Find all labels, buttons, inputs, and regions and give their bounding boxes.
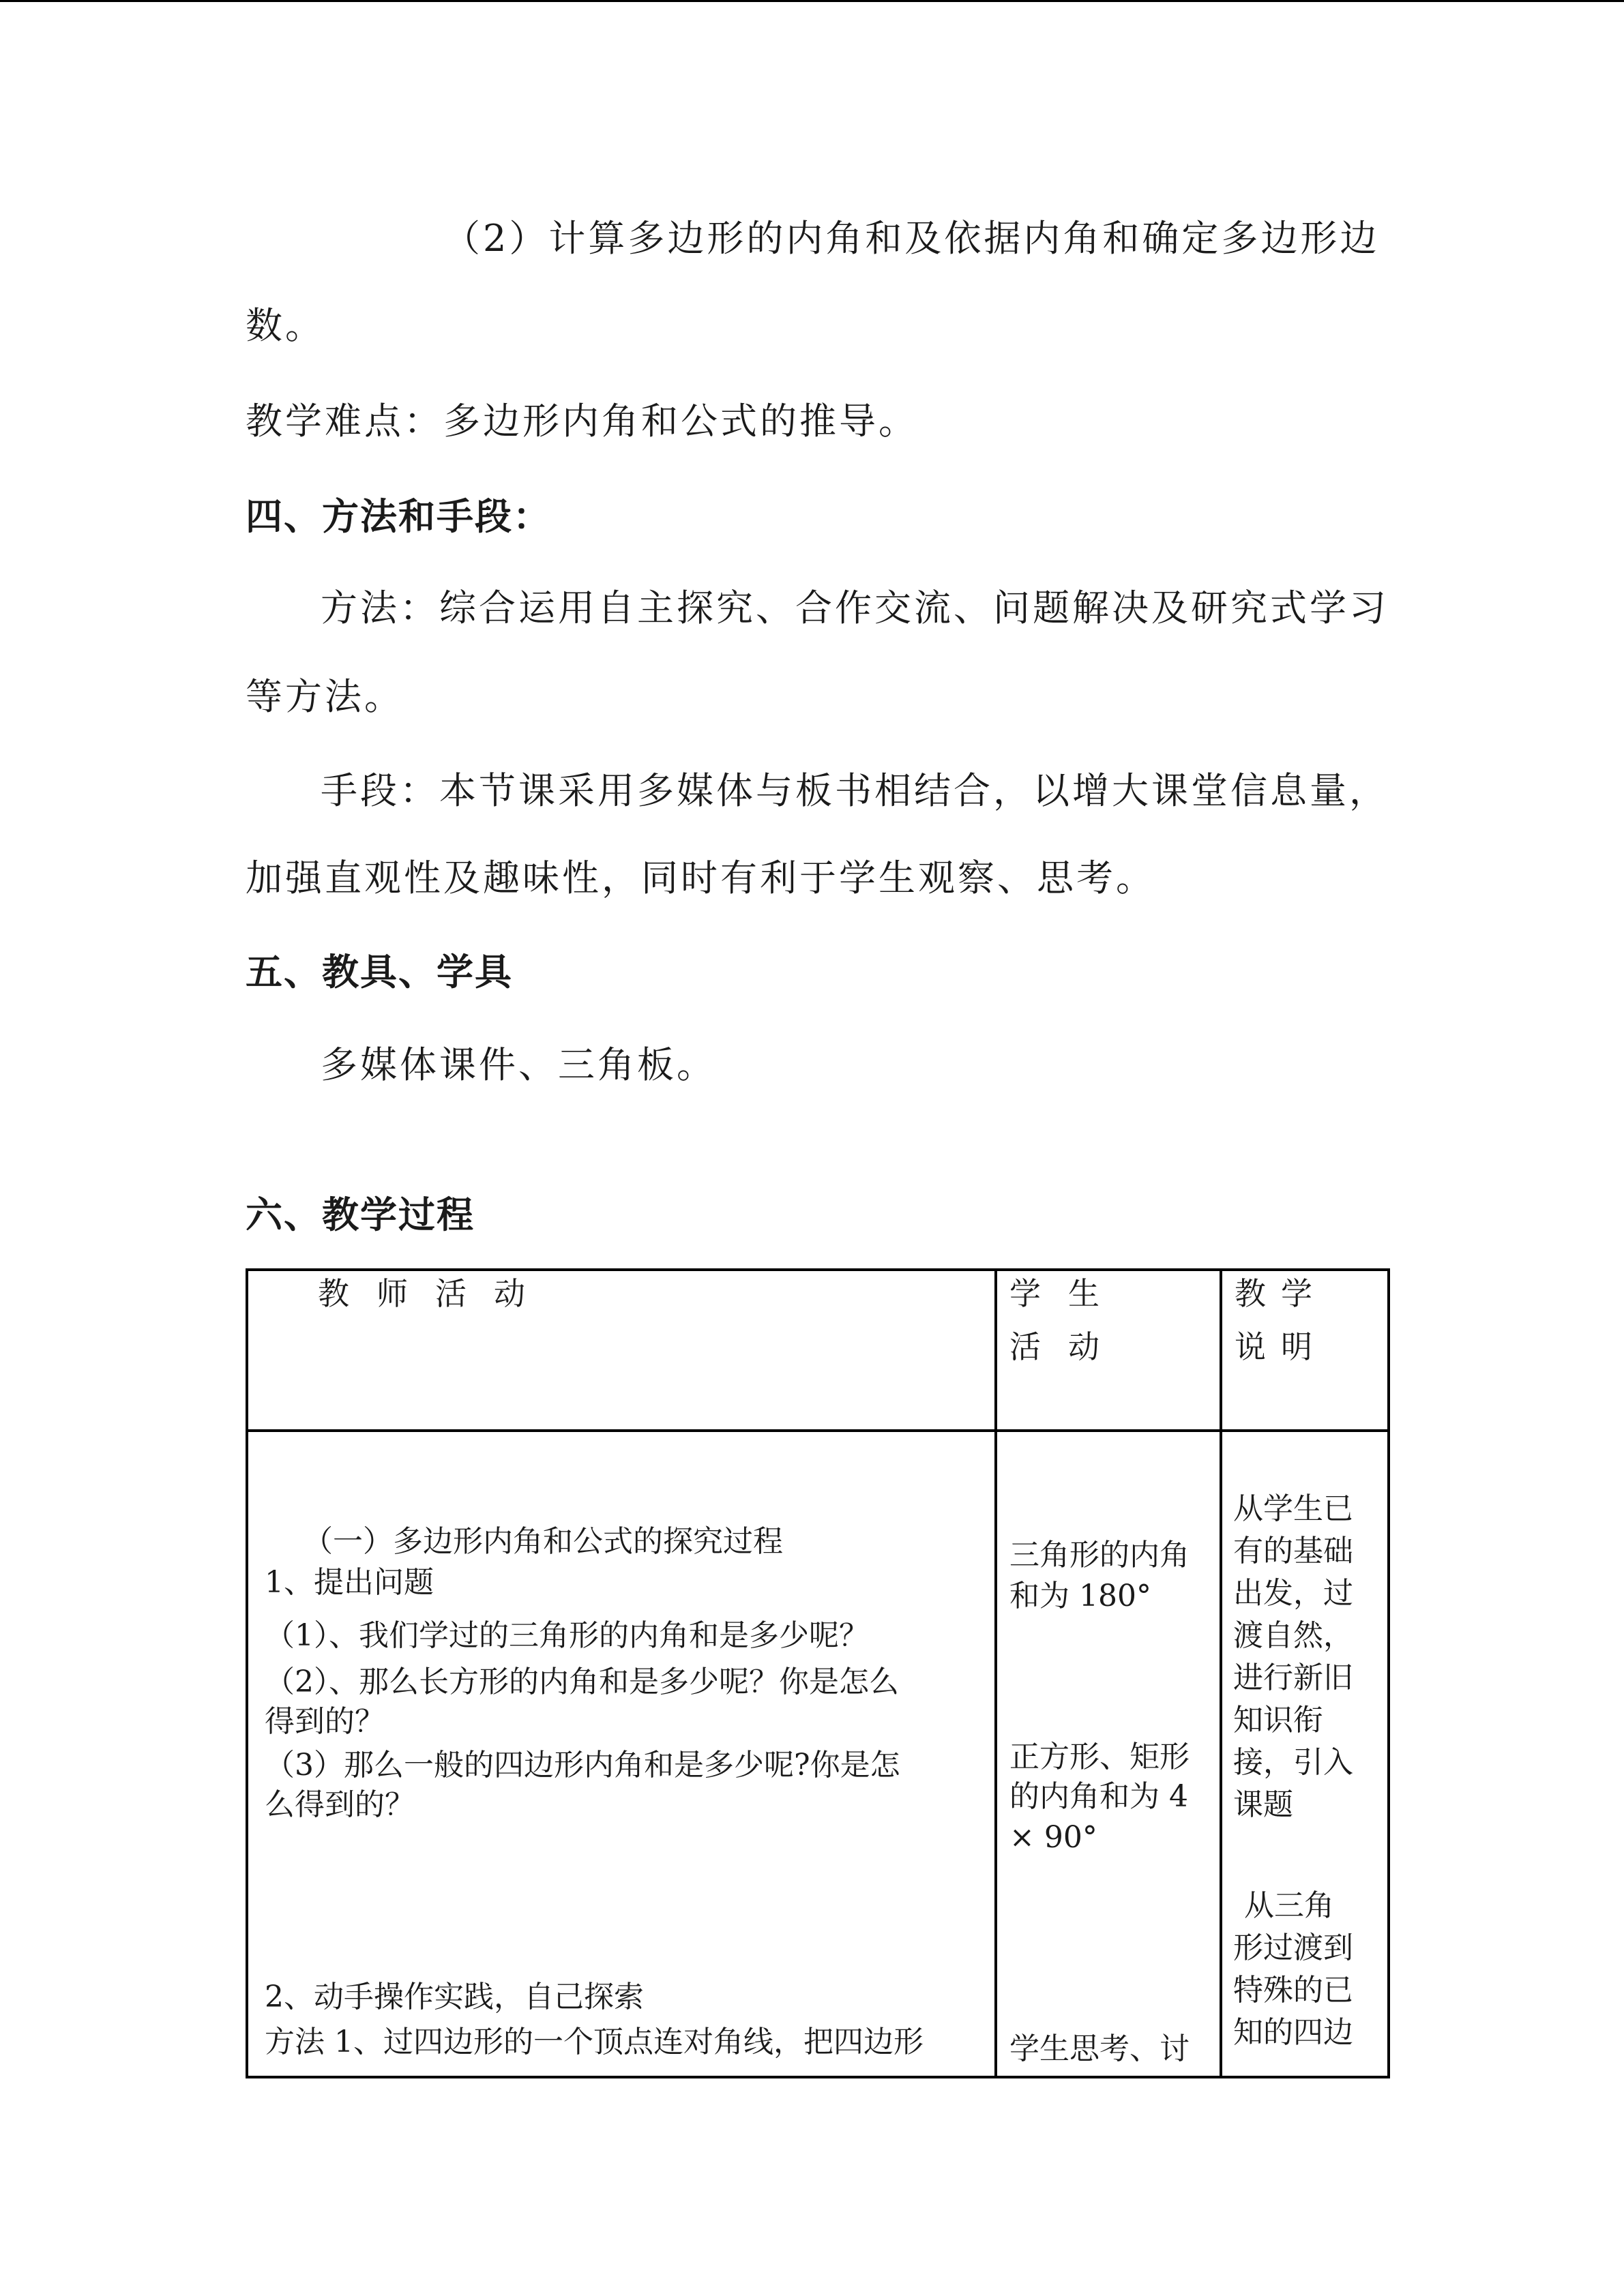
teacher-text: （2）、那么长方形的内角和是多少呢？你是怎么 [265, 1665, 899, 1699]
teacher-text: 1、提出问题 [265, 1565, 434, 1600]
teacher-text: 2、动手操作实践，自己探索 [265, 1980, 644, 2014]
header-teaching-notes-line-1: 教学 [1235, 1275, 1327, 1312]
notes-text: 形过渡到 [1233, 1930, 1353, 1965]
objective-item-2-line-2: 数。 [246, 304, 325, 347]
teacher-text: （1）、我们学过的三角形的内角和是多少呢？ [265, 1618, 869, 1653]
notes-text: 课题 [1233, 1787, 1293, 1822]
notes-text: 出发，过 [1233, 1576, 1353, 1611]
objective-item-2-line-1: （2）计算多边形的内角和及依据内角和确定多边形边 [443, 217, 1380, 260]
student-text: 学生思考、讨 [1009, 2031, 1190, 2066]
notes-text: 特殊的已 [1233, 1973, 1353, 2008]
notes-text: 知的四边 [1233, 2015, 1353, 2050]
header-student-activity-line-1: 学生 [1009, 1275, 1127, 1312]
student-text: 和为 180° [1009, 1579, 1151, 1613]
student-text: 三角形的内角 [1009, 1538, 1190, 1572]
method-line-1: 方法：综合运用自主探究、合作交流、问题解决及研究式学习 [321, 586, 1389, 629]
notes-text: 进行新旧 [1233, 1660, 1353, 1695]
notes-text: 渡自然， [1233, 1618, 1353, 1653]
section-5-content: 多媒体课件、三角板。 [321, 1043, 716, 1086]
page-top-border [0, 0, 1624, 2]
notes-text: 从三角 [1244, 1888, 1334, 1923]
section-4-heading: 四、方法和手段： [246, 495, 551, 538]
student-text: 的内角和为 4 [1009, 1779, 1188, 1814]
teacher-text: （一）多边形内角和公式的探究过程 [303, 1524, 783, 1559]
notes-text: 从学生已 [1233, 1491, 1353, 1526]
teacher-text: 得到的？ [265, 1704, 385, 1739]
section-6-heading: 六、教学过程 [246, 1193, 475, 1236]
student-text: × 90° [1009, 1820, 1097, 1855]
method-line-2: 等方法。 [246, 675, 404, 718]
student-text: 正方形、矩形 [1009, 1740, 1190, 1774]
teaching-process-table [246, 1268, 1390, 2078]
teacher-text: 么得到的？ [265, 1787, 415, 1822]
column-divider [994, 1271, 997, 2076]
notes-text: 接，引入 [1233, 1745, 1353, 1780]
means-line-1: 手段：本节课采用多媒体与板书相结合，以增大课堂信息量， [321, 769, 1389, 812]
teacher-text: （3）那么一般的四边形内角和是多少呢?你是怎 [265, 1748, 900, 1783]
header-divider [248, 1429, 1387, 1432]
teacher-text: 方法 1、过四边形的一个顶点连对角线，把四边形 [265, 2025, 924, 2059]
header-teacher-activity: 教师活动 [318, 1275, 552, 1312]
section-5-heading: 五、教具、学具 [246, 951, 513, 994]
column-divider [1220, 1271, 1222, 2076]
notes-text: 有的基础 [1233, 1534, 1353, 1568]
header-student-activity-line-2: 活动 [1009, 1328, 1127, 1365]
header-teaching-notes-line-2: 说明 [1235, 1328, 1327, 1365]
means-line-2: 加强直观性及趣味性，同时有利于学生观察、思考。 [246, 856, 1155, 899]
teaching-difficulty: 教学难点：多边形内角和公式的推导。 [246, 400, 918, 443]
notes-text: 知识衔 [1233, 1703, 1323, 1738]
